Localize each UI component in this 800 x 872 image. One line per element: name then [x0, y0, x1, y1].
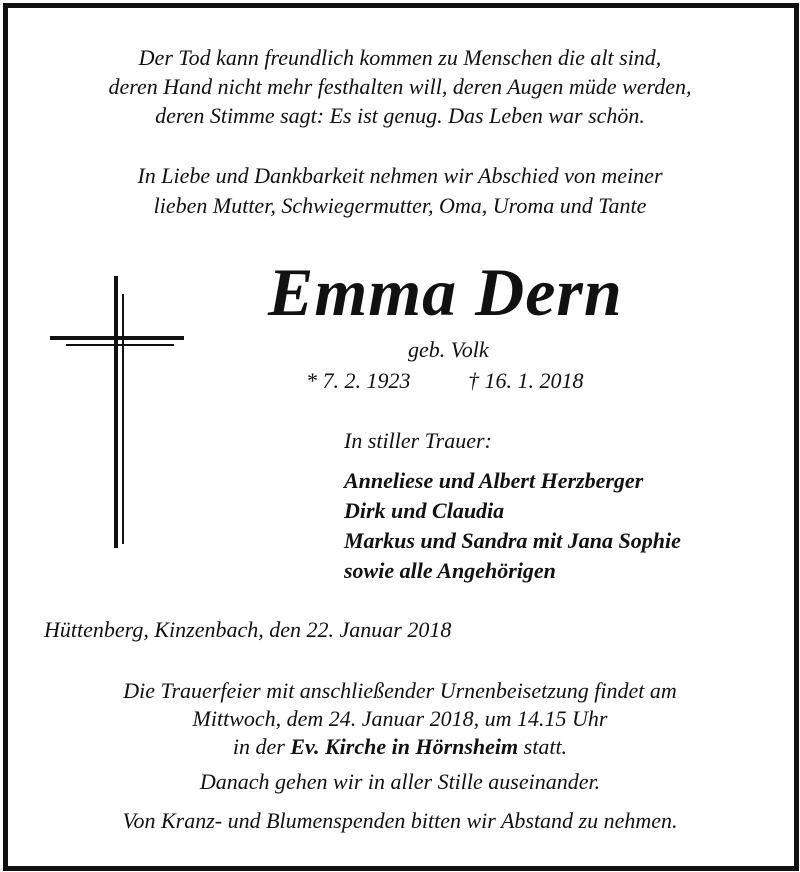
ceremony-line-1: Die Trauerfeier mit anschließender Urnenbeisetzung findet am — [123, 678, 677, 703]
mourner-line-2: Dirk und Claudia — [344, 498, 505, 523]
ceremony-line-5: Von Kranz- und Blumenspenden bitten wir Abstand zu nehmen. — [122, 808, 678, 833]
ceremony-line-3-pre: in der — [232, 734, 285, 759]
mourner-line-3: Markus und Sandra mit Jana Sophie — [344, 528, 681, 553]
ceremony-line-4: Danach gehen wir in aller Stille auseinander. — [199, 769, 601, 794]
birth-name: geb. Volk — [408, 337, 489, 362]
poem-line-2: deren Hand nicht mehr festhalten will, deren Augen müde werden, — [108, 74, 692, 99]
intro-line-2: lieben Mutter, Schwiegermutter, Oma, Uroma und Tante — [153, 193, 647, 218]
mourning-heading: In stiller Trauer: — [344, 428, 492, 453]
place-date: Hüttenberg, Kinzenbach, den 22. Januar 2018 — [44, 617, 452, 642]
poem-line-1: Der Tod kann freundlich kommen zu Menschen die alt sind, — [138, 45, 662, 70]
deceased-name: Emma Dern — [268, 254, 623, 330]
cross-icon — [44, 276, 190, 548]
death-date: † 16. 1. 2018 — [468, 368, 584, 393]
ceremony-line-3 — [0, 733, 800, 761]
poem-line-3: deren Stimme sagt: Es ist genug. Das Leben war schön. — [155, 103, 645, 128]
birth-date: * 7. 2. 1923 — [306, 368, 411, 393]
intro-line-1: In Liebe und Dankbarkeit nehmen wir Abschied von meiner — [137, 163, 663, 188]
mourner-line-4: sowie alle Angehörigen — [344, 558, 556, 583]
ceremony-line-2: Mittwoch, dem 24. Januar 2018, um 14.15 Uhr — [192, 706, 608, 731]
mourner-line-1: Anneliese und Albert Herzberger — [344, 468, 644, 493]
ceremony-location: Ev. Kirche in Hörnsheim — [290, 734, 519, 759]
ceremony-line-3-post: statt. — [523, 734, 568, 759]
